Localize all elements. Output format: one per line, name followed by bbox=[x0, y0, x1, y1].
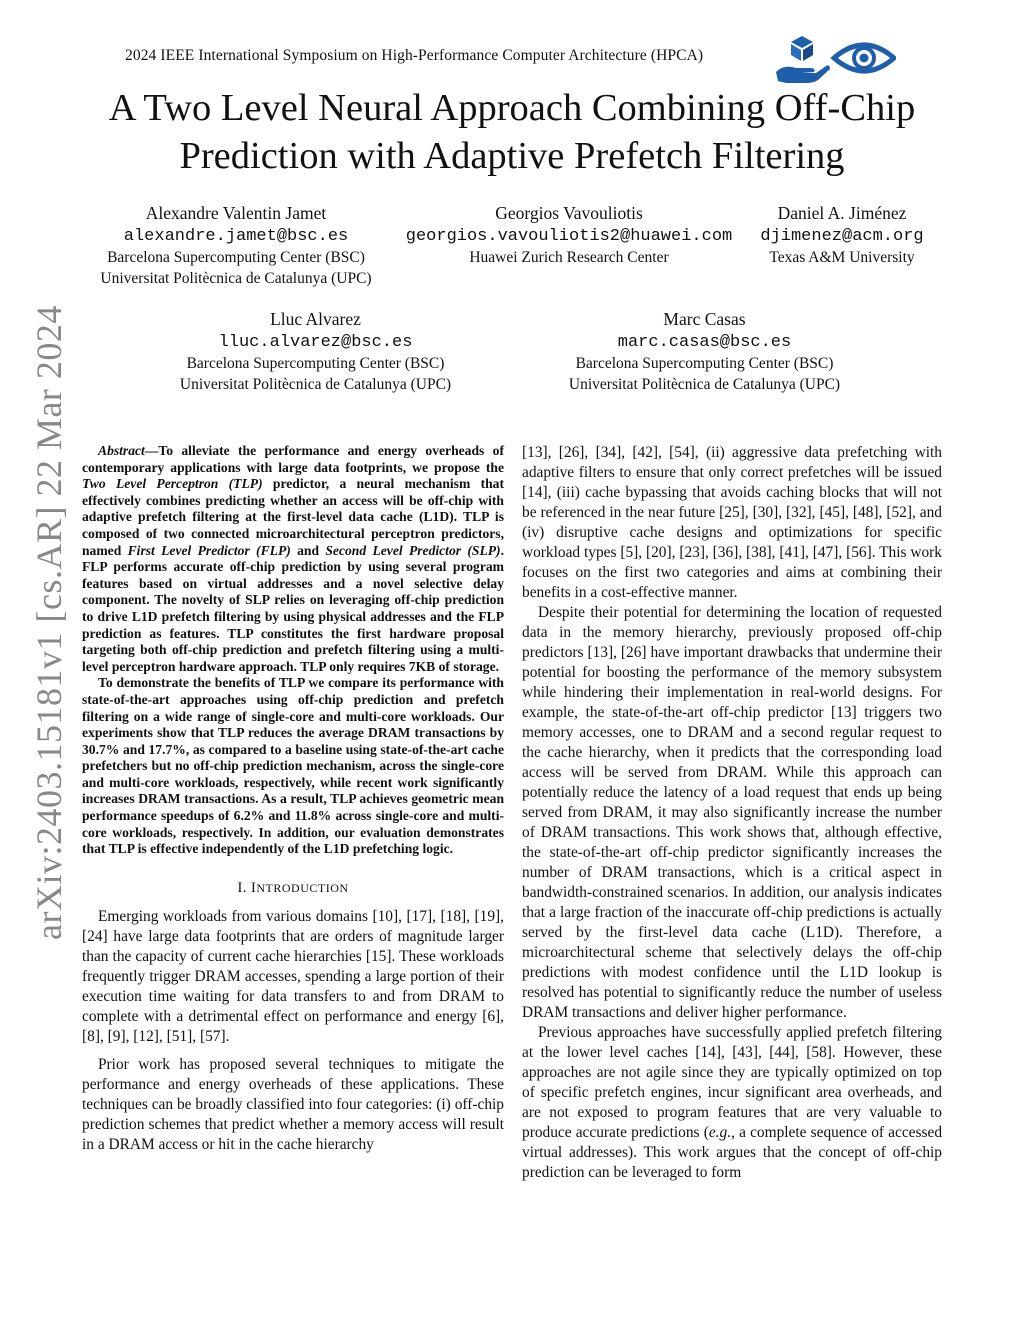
author-name: Alexandre Valentin Jamet bbox=[145, 203, 327, 223]
section-heading-introduction bbox=[82, 880, 504, 897]
paper-title-line-2: Prediction with Adaptive Prefetch Filtering bbox=[179, 135, 845, 177]
left-column bbox=[82, 443, 504, 1155]
section-title-initial: I bbox=[251, 879, 257, 896]
eye-logo bbox=[834, 45, 894, 71]
abstract-term: Second Level Predictor (SLP) bbox=[325, 542, 501, 558]
author-block-jimenez bbox=[752, 203, 932, 268]
introduction-body bbox=[82, 907, 504, 1155]
author-affiliation: Universitat Politècnica de Catalunya (UPC) bbox=[100, 270, 372, 287]
right-column-body bbox=[522, 443, 942, 1183]
abstract-text: predictor, a neural mechanism that effectively combines predicting whether an access will be off-chip with adaptive prefetch filtering at the first-level data cache (L1D). TLP is composed of two connected microarchitectural perceptron predictors, named bbox=[82, 476, 505, 558]
author-block-alvarez bbox=[163, 309, 468, 395]
author-name: Daniel A. Jiménez bbox=[777, 203, 907, 223]
abstract bbox=[82, 443, 504, 858]
author-block-vavouliotis bbox=[389, 203, 749, 268]
body-paragraph: Prior work has proposed several techniques to mitigate the performance and energy overheads of these applications. These techniques can be broadly classified into four categories: (i) off-chip prediction schemes that predict whether a memory access will result in a DRAM access or hit in the cache hierarchy bbox=[82, 1055, 504, 1153]
abstract-paragraph-1 bbox=[82, 443, 504, 675]
author-name: Lluc Alvarez bbox=[270, 309, 361, 329]
author-email: alexandre.jamet@bsc.es bbox=[123, 227, 349, 246]
hand-cube-logo bbox=[776, 36, 830, 83]
arxiv-stamp: arXiv:2403.15181v1 [cs.AR] 22 Mar 2024 bbox=[29, 305, 69, 940]
abstract-label: Abstract bbox=[98, 443, 145, 458]
section-number: I. bbox=[237, 879, 252, 896]
paper-title-line-1: A Two Level Neural Approach Combining Off-Chip bbox=[108, 87, 916, 129]
abstract-text: and bbox=[290, 542, 326, 558]
author-email: lluc.alvarez@bsc.es bbox=[218, 333, 413, 352]
body-paragraph: Despite their potential for determining the location of requested data in the memory hierarchy, previously proposed off-chip predictors [13], [26] have important drawbacks that undermine their potential for boosting the performance of the memory subsystem while hindering their implementation in real-world designs. For example, the state-of-the-art off-chip predictor [13] triggers two memory accesses, one to DRAM and a second regular request to the cache hierarchy, when it predicts that the corresponding load access will be served from DRAM. While this approach can potentially reduce the latency of a load request that ends up being served from DRAM, it may also significantly increase the number of DRAM transactions. This work shows that, although effective, the state-of-the-art off-chip predictor significantly increases the number of DRAM transactions, which is a critical aspect in bandwidth-constrained scenarios. In addition, our analysis indicates that a large fraction of the inaccurate off-chip predictions is actually served by the first-level data cache (L1D). Therefore, a microarchitectural scheme that selectively delays the off-chip predictions with modest confidence until the L1D lookup is resolved has potential to significantly reduce the number of useless DRAM transactions and deliver higher performance. bbox=[522, 604, 942, 1021]
body-paragraph: Emerging workloads from various domains [10], [17], [18], [19], [24] have large data footprints that are orders of magnitude larger than the capacity of current cache hierarchies [15]. These workloads frequently trigger DRAM accesses, spending a large portion of their execution time waiting for data transfers to and from DRAM to complete with a detrimental effect on performance and energy [6], [8], [9], [12], [51], [57]. bbox=[82, 907, 504, 1045]
author-email: djimenez@acm.org bbox=[760, 227, 924, 246]
body-text: , a complete sequence of accessed virtual addresses). This work argues that the concept of off-chip prediction can be leveraged to form bbox=[522, 1124, 943, 1181]
author-affiliation: Barcelona Supercomputing Center (BSC) bbox=[186, 355, 445, 372]
conference-header: 2024 IEEE International Symposium on High-Performance Computer Architecture (HPCA) bbox=[125, 47, 704, 64]
body-text: Previous approaches have successfully applied prefetch filtering at the lower level caches [14], [43], [44], [58]. However, these approaches are not agile since they are typically optimized on top of specific prefetch engines, incur significant area overheads, and are not exposed to program features that are very valuable to produce accurate predictions ( bbox=[522, 1024, 942, 1141]
body-paragraph bbox=[522, 1023, 942, 1183]
right-column bbox=[522, 443, 942, 1183]
body-paragraph: [13], [26], [34], [42], [54], (ii) aggressive data prefetching with adaptive filters to ensure that only correct prefetches will be issued [14], (iii) cache bypassing that avoids caching blocks that will not be referenced in the near future [25], [30], [32], [45], [48], [52], and (iv) disruptive cache designs and optimizations for specific workload types [5], [20], [23], [36], [38], [41], [47], [56]. This work focuses on the first two categories and aims at combining their benefits in a cost-effective manner. bbox=[522, 444, 942, 601]
author-email: georgios.vavouliotis2@huawei.com bbox=[405, 227, 733, 246]
abstract-paragraph-2: To demonstrate the benefits of TLP we compare its performance with state-of-the-art approaches using off-chip prediction and prefetch filtering on a wide range of single-core and multi-core workloads. Our experiments show that TLP reduces the average DRAM transactions by 30.7% and 17.7%, as compared to a baseline using state-of-the-art cache prefetchers but no off-chip prediction mechanism, across the single-core and multi-core workloads, respectively, while recent work significantly increases DRAM transactions. As a result, TLP achieves geometric mean performance speedups of 6.2% and 11.8% across single-core and multi-core workloads, respectively. In addition, our evaluation demonstrates that TLP is effective independently of the L1D prefetching logic. bbox=[82, 675, 504, 857]
author-affiliation: Texas A&M University bbox=[769, 249, 915, 266]
author-affiliation: Huawei Zurich Research Center bbox=[469, 249, 669, 266]
author-affiliation: Universitat Politècnica de Catalunya (UPC) bbox=[179, 376, 452, 393]
abstract-text: —To alleviate the performance and energy overheads of contemporary applications with large data footprints, we propose the bbox=[82, 443, 504, 475]
author-affiliation: Universitat Politècnica de Catalunya (UPC) bbox=[568, 376, 841, 393]
author-block-jamet bbox=[86, 203, 386, 289]
author-affiliation: Barcelona Supercomputing Center (BSC) bbox=[575, 355, 834, 372]
author-name: Marc Casas bbox=[663, 309, 746, 329]
author-email: marc.casas@bsc.es bbox=[617, 333, 792, 352]
author-affiliation: Barcelona Supercomputing Center (BSC) bbox=[107, 249, 365, 266]
abstract-term: Two Level Perceptron (TLP) bbox=[82, 476, 263, 492]
abstract-text: . FLP performs accurate off-chip prediction by using several program features based on virtual addresses and a novel selective delay component. The novelty of SLP relies on leveraging off-chip prediction to drive L1D prefetch filtering by using physical addresses and the FLP prediction as features. TLP constitutes the first hardware proposal targeting both off-chip prediction and prefetch filtering using a multi-level perceptron hardware approach. TLP only requires 7KB of storage. bbox=[82, 542, 504, 674]
conference-logos bbox=[772, 32, 896, 86]
author-block-casas bbox=[552, 309, 857, 395]
body-text-italic: e.g. bbox=[708, 1124, 732, 1141]
author-name: Georgios Vavouliotis bbox=[495, 203, 643, 223]
section-title-rest: NTRODUCTION bbox=[256, 880, 349, 895]
abstract-term: First Level Predictor (FLP) bbox=[127, 542, 291, 558]
